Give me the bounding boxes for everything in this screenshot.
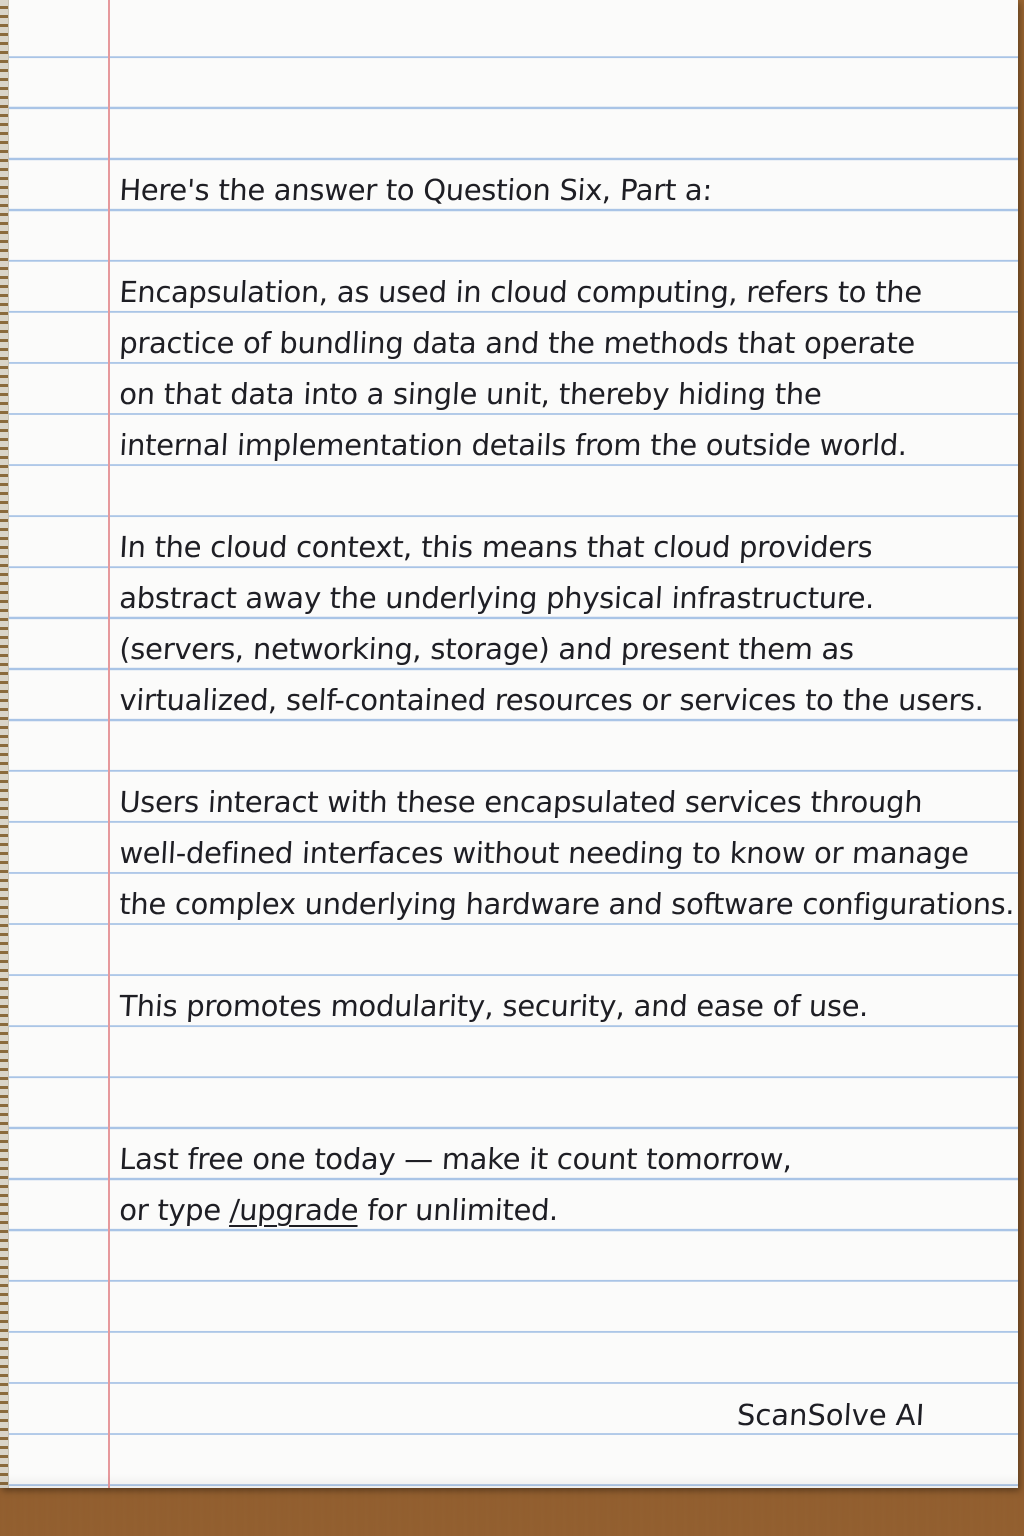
spiral-binding-edge [0, 0, 9, 1488]
paragraph-3-line-1: Users interact with these encapsulated services through [118, 785, 924, 819]
paragraph-2-line-1: In the cloud context, this means that cloud providers [118, 530, 874, 564]
paragraph-1-line-2: practice of bundling data and the methods that operate [118, 326, 916, 360]
paragraph-3-line-3: the complex underlying hardware and software configurations. [118, 887, 1016, 921]
paragraph-1-line-1: Encapsulation, as used in cloud computing, refers to the [118, 275, 923, 309]
footer-line-2 [118, 1185, 1001, 1236]
footer-suffix: for unlimited. [357, 1193, 560, 1227]
handwritten-answer [118, 165, 1016, 1236]
paragraph-2-line-2: abstract away the underlying physical infrastructure. [118, 581, 876, 615]
red-margin-line [108, 0, 110, 1488]
answer-heading: Here's the answer to Question Six, Part a: [118, 173, 713, 207]
blank-line [118, 471, 998, 522]
upgrade-command: /upgrade [228, 1193, 360, 1227]
paragraph-1-line-3: on that data into a single unit, thereby hiding the [118, 377, 823, 411]
paragraph-4: This promotes modularity, security, and ease of use. [118, 989, 870, 1023]
blank-line [118, 1083, 998, 1134]
paragraph-2-line-4: virtualized, self-contained resources or services to the users. [118, 683, 985, 717]
paragraph-2-line-3: (servers, networking, storage) and present them as [118, 632, 855, 666]
blank-line [118, 726, 998, 777]
footer-prefix: or type [118, 1193, 231, 1227]
paragraph-3-line-2: well-defined interfaces without needing to know or manage [118, 836, 970, 870]
scansolve-signature: ScanSolve AI [735, 1398, 925, 1432]
footer-line-1: Last free one today — make it count tomorrow, [118, 1142, 793, 1176]
blank-line [118, 216, 998, 267]
blank-line [118, 1032, 998, 1083]
paragraph-1-line-4: internal implementation details from the outside world. [118, 428, 908, 462]
blank-line [118, 930, 998, 981]
